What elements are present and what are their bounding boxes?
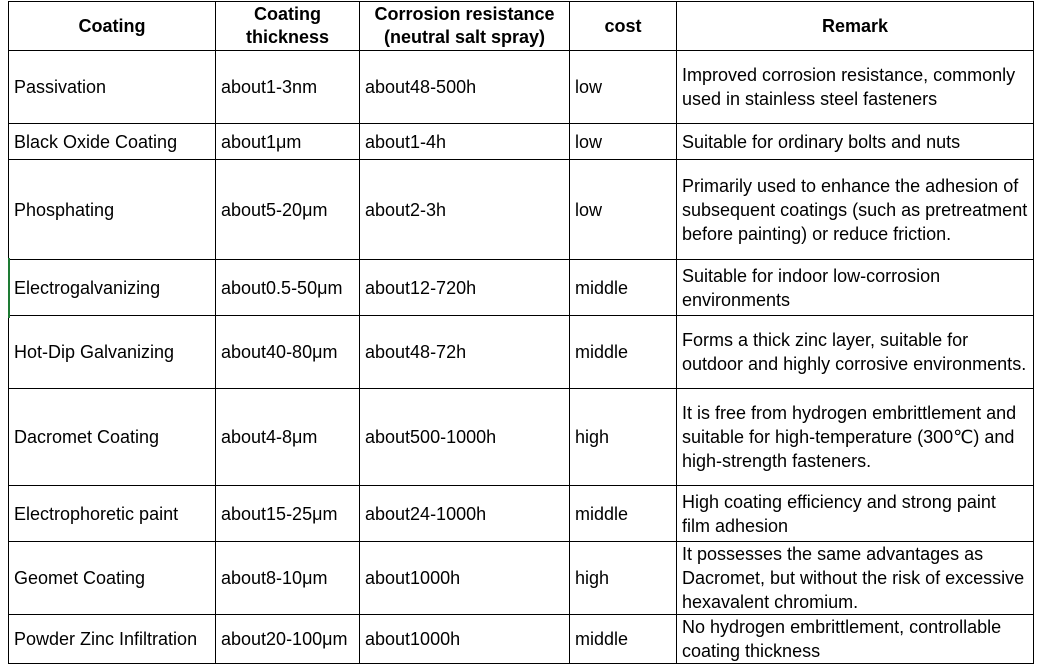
cell-coating[interactable]: Hot-Dip Galvanizing [9, 316, 216, 389]
cell-corrosion[interactable]: about1000h [360, 542, 570, 615]
cell-coating[interactable]: Geomet Coating [9, 542, 216, 615]
cell-cost[interactable]: middle [570, 486, 677, 542]
table-row [9, 260, 1034, 316]
cell-cost[interactable]: low [570, 160, 677, 260]
table-row [9, 389, 1034, 486]
header-corrosion-line1: Corrosion resistance [374, 4, 555, 24]
cell-remark[interactable]: High coating efficiency and strong paint film adhesion [677, 486, 1034, 542]
sheet-left-margin [0, 0, 8, 662]
cell-remark[interactable]: It possesses the same advantages as Dacromet, but without the risk of excessive hexavalent chromium. [677, 542, 1034, 615]
cell-cost[interactable]: middle [570, 260, 677, 316]
header-thickness-line1: Coating [254, 4, 321, 24]
cell-cost[interactable]: high [570, 542, 677, 615]
cell-thickness[interactable]: about8-10μm [216, 542, 360, 615]
cell-corrosion[interactable]: about24-1000h [360, 486, 570, 542]
header-corrosion-resistance[interactable] [360, 2, 570, 51]
cell-cost[interactable]: low [570, 51, 677, 124]
cell-remark[interactable]: Primarily used to enhance the adhesion of subsequent coatings (such as pretreatment before painting) or reduce friction. [677, 160, 1034, 260]
header-coating[interactable] [9, 2, 216, 51]
cell-remark[interactable]: Improved corrosion resistance, commonly used in stainless steel fasteners [677, 51, 1034, 124]
cell-thickness[interactable]: about20-100μm [216, 615, 360, 664]
cell-coating[interactable]: Passivation [9, 51, 216, 124]
header-cost-label: cost [604, 15, 642, 36]
cell-thickness[interactable]: about1-3nm [216, 51, 360, 124]
cell-corrosion[interactable]: about2-3h [360, 160, 570, 260]
header-coating-label: Coating [78, 15, 146, 36]
cell-cost[interactable]: low [570, 124, 677, 160]
table-row [9, 486, 1034, 542]
cell-corrosion[interactable]: about1-4h [360, 124, 570, 160]
cell-remark[interactable]: It is free from hydrogen embrittlement and suitable for high-temperature (300℃) and high-strength fasteners. [677, 389, 1034, 486]
cell-cost[interactable]: high [570, 389, 677, 486]
cell-remark[interactable]: Forms a thick zinc layer, suitable for outdoor and highly corrosive environments. [677, 316, 1034, 389]
cell-thickness[interactable]: about4-8μm [216, 389, 360, 486]
cell-corrosion[interactable]: about1000h [360, 615, 570, 664]
table-row [9, 51, 1034, 124]
cell-remark[interactable]: Suitable for indoor low-corrosion environments [677, 260, 1034, 316]
cell-coating[interactable]: Electrogalvanizing [9, 260, 216, 316]
cell-coating[interactable]: Phosphating [9, 160, 216, 260]
cell-thickness[interactable]: about1μm [216, 124, 360, 160]
cell-thickness[interactable]: about0.5-50μm [216, 260, 360, 316]
header-remark[interactable] [677, 2, 1034, 51]
table-row [9, 160, 1034, 260]
cell-thickness[interactable]: about15-25μm [216, 486, 360, 542]
table-row [9, 542, 1034, 615]
cell-cost[interactable]: middle [570, 615, 677, 664]
cell-remark[interactable]: No hydrogen embrittlement, controllable coating thickness [677, 615, 1034, 664]
cell-corrosion[interactable]: about48-72h [360, 316, 570, 389]
coating-comparison-table [8, 1, 1034, 664]
spreadsheet-table-container [8, 1, 1034, 664]
table-row [9, 316, 1034, 389]
header-row [9, 2, 1034, 51]
header-corrosion-line2: (neutral salt spray) [383, 27, 546, 47]
cell-remark[interactable]: Suitable for ordinary bolts and nuts [677, 124, 1034, 160]
active-cell-marker [8, 258, 10, 318]
cell-coating[interactable]: Electrophoretic paint [9, 486, 216, 542]
cell-corrosion[interactable]: about500-1000h [360, 389, 570, 486]
cell-corrosion[interactable]: about12-720h [360, 260, 570, 316]
cell-coating[interactable]: Dacromet Coating [9, 389, 216, 486]
header-coating-thickness[interactable] [216, 2, 360, 51]
cell-coating[interactable]: Black Oxide Coating [9, 124, 216, 160]
header-thickness-line2: thickness [245, 27, 330, 47]
cell-thickness[interactable]: about5-20μm [216, 160, 360, 260]
header-cost[interactable] [570, 2, 677, 51]
cell-thickness[interactable]: about40-80μm [216, 316, 360, 389]
cell-cost[interactable]: middle [570, 316, 677, 389]
header-remark-label: Remark [821, 15, 889, 36]
table-row [9, 124, 1034, 160]
cell-coating[interactable]: Powder Zinc Infiltration [9, 615, 216, 664]
table-row [9, 615, 1034, 664]
cell-corrosion[interactable]: about48-500h [360, 51, 570, 124]
